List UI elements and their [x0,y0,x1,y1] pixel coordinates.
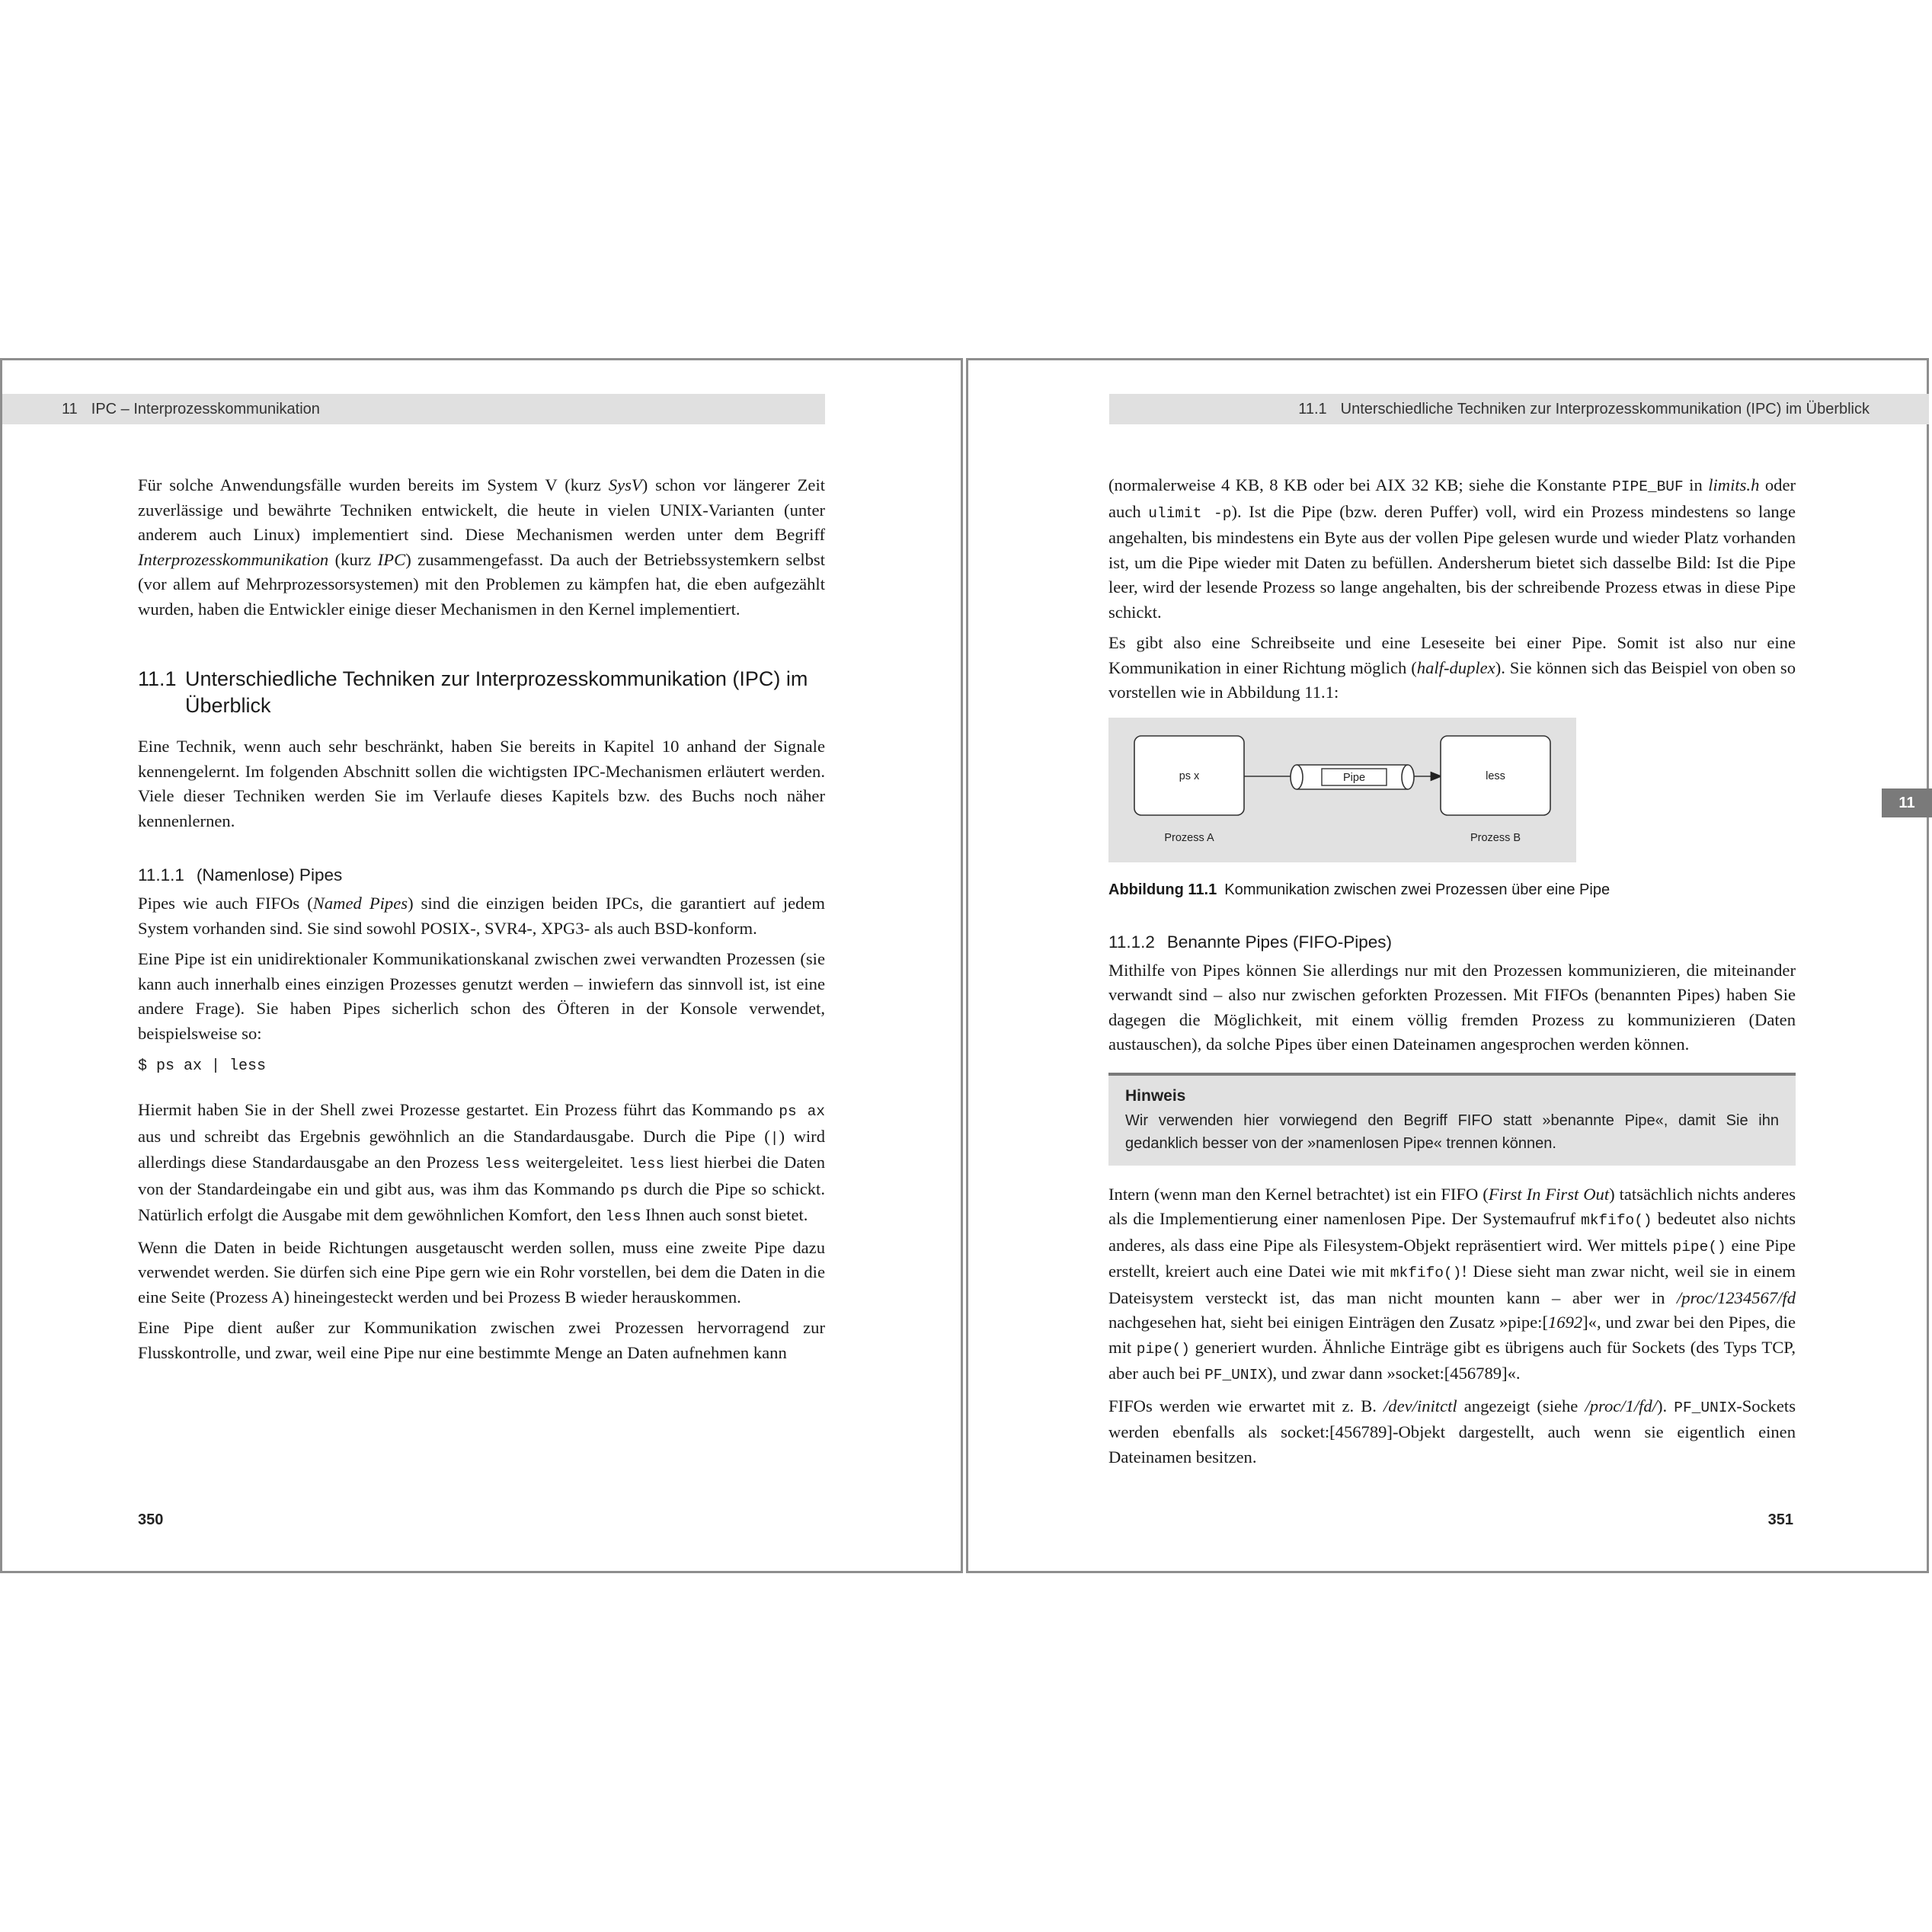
right-page [966,358,1929,1573]
pipes-paragraph-4: Wenn die Daten in beide Richtungen ausgetauscht werden sollen, muss eine zweite Pipe dazu verwendet werden. Sie dürfen sich eine Pipe gern wie ein Rohr vorstellen, bei dem die Daten in die eine Seite (Prozess A) hineingesteckt werden und bei Prozess B wieder herauskommen. [138,1237,825,1307]
page-number-left: 350 [138,1511,164,1528]
process-b-box-label: less [1486,769,1505,782]
subsection-title: Benannte Pipes (FIFO-Pipes) [1166,932,1393,952]
subsection-heading-pipes [138,864,825,887]
intro-paragraph: Für solche Anwendungsfälle wurden bereits im System V (kurz SysV) schon vor längerer Zeit zuverlässige und bewährte Techniken entwickelt, die heute in vielen UNIX-Varianten (unter anderem auch Linux) implementiert sind. Diese Mechanismen werden unter dem Begriff Interprozesskommunikation (kurz IPC) zusammengefasst. Da auch der Betriebssystemkern selbst (vor allem auf Mehrprozessorsystemen) mit den Problemen zu kämpfen hat, die eben aufgezählt wurden, haben die Entwickler einige dieser Mechanismen in den Kernel implementiert. [138,475,825,619]
pipe-diagram [1108,718,1576,862]
process-a-box-label: ps x [1179,769,1200,782]
header-section-number: 11.1 [1298,401,1327,417]
right-page-content [1108,473,1796,1476]
process-b-label: Prozess B [1470,831,1521,844]
subsection-number: 11.1.1 [138,865,184,884]
command-example: $ ps ax | less [138,1057,267,1075]
section-number: 11.1 [138,667,177,690]
fifo-paragraph-1: Mithilfe von Pipes können Sie allerdings nur mit den Prozessen kommunizieren, die miteinander verwandt sind – also nur zwischen geforkten Prozessen. Mit FIFOs (benannten Pipes) haben Sie dagegen die Möglichkeit, mit einem völlig fremden Prozess zu kommunizieren (Daten austauschen), da solche Pipes über einen Dateinamen angesprochen werden können. [1108,960,1796,1054]
page-number-right: 351 [1767,1511,1793,1528]
header-chapter-number: 11 [62,401,78,417]
pipes-paragraph-1: Pipes wie auch FIFOs (Named Pipes) sind die einzigen beiden IPCs, die garantiert auf jedem System vorhanden sind. Sie sind sowohl POSIX-, SVR4-, XPG3- als auch BSD-konform. [138,894,825,938]
pipes-paragraph-5: Eine Pipe dient außer zur Kommunikation zwischen zwei Prozessen hervorragend zur Flusskontrolle, und zwar, weil eine Pipe nur eine bestimmte Menge an Daten aufnehmen kann [138,1318,825,1362]
header-chapter-title: IPC – Interprozesskommunikation [91,401,320,417]
chapter-thumb-tab: 11 [1882,788,1932,817]
pipe-label: Pipe [1342,771,1366,784]
section-heading [138,666,825,719]
subsection-heading-fifo [1108,931,1796,954]
subsection-title: (Namenlose) Pipes [196,865,343,884]
figure-caption [1108,879,1796,900]
half-duplex-paragraph: Es gibt also eine Schreibseite und eine Leseseite bei einer Pipe. Somit ist also nur eine Kommunikation in einer Richtung möglich (half-duplex). Sie können sich das Beispiel von oben so vorstellen wie in Abbildung 11.1: [1108,633,1796,702]
left-page [0,358,963,1573]
pipes-paragraph-3: Hiermit haben Sie in der Shell zwei Prozesse gestartet. Ein Prozess führt das Kommando ps ax aus und schreibt das Ergebnis gewöhnlich an die Standardausgabe. Durch die Pipe (|) wird allerdings diese Standardausgabe an den Prozess less weitergeleitet. less liest hierbei die Daten von der Standardeingabe ein und gibt aus, was ihm das Kommando ps durch die Pipe so schickt. Natürlich erfolgt die Ausgabe mit dem gewöhnlichen Komfort, den less Ihnen auch sonst bietet. [138,1100,826,1225]
note-box [1108,1073,1796,1166]
figure-caption-text: Kommunikation zwischen zwei Prozessen über eine Pipe [1224,881,1611,898]
header-section-title: Unterschiedliche Techniken zur Interprozesskommunikation (IPC) im Überblick [1340,401,1870,417]
subsection-number: 11.1.2 [1108,932,1155,952]
running-header-left [2,394,825,424]
figure-caption-label: Abbildung 11.1 [1108,881,1217,898]
left-page-content [138,473,825,1371]
section-paragraph: Eine Technik, wenn auch sehr beschränkt, haben Sie bereits in Kapitel 10 anhand der Signale kennengelernt. Im folgenden Abschnitt sollen die wichtigsten IPC-Mechanismen erläutert werden. Viele dieser Techniken werden Sie im Verlaufe dieses Kapitels bzw. des Buchs noch näher kennenlernen. [138,737,825,830]
flow-control-paragraph: (normalerweise 4 KB, 8 KB oder bei AIX 32 KB; siehe die Konstante PIPE_BUF in limits.h oder auch ulimit -p). Ist die Pipe (bzw. deren Puffer) voll, wird ein Prozess mindestens so lange angehalten, bis mindestens ein Byte aus der vollen Pipe gelesen wurde und wieder Platz vorhanden ist, um die Pipe wieder mit Daten zu befüllen. Andersherum bietet sich dasselbe Bild: Ist die Pipe leer, wird der lesende Prozess so lange angehalten, bis der schreibende Prozess etwas in diese Pipe schickt. [1108,475,1796,622]
note-title: Hinweis [1125,1086,1186,1105]
pipe-diagram-svg [1108,718,1576,862]
note-body: Wir verwenden hier vorwiegend den Begriff FIFO statt »benannte Pipe«, damit Sie ihn gedanklich besser von der »namenlosen Pipe« trennen können. [1125,1112,1779,1152]
fifo-paragraph-2: Intern (wenn man den Kernel betrachtet) ist ein FIFO (First In First Out) tatsächlich nichts anderes als die Implementierung einer namenlosen Pipe. Der Systemaufruf mkfifo() bedeutet also nichts anderes, als dass eine Pipe als Filesystem-Objekt repräsentiert wird. Wer mittels pipe() eine Pipe erstellt, kreiert auch eine Datei wie mit mkfifo()! Diese sieht man zwar nicht, weil sie in einem Dateisystem versteckt ist, das man nicht mounten kann – aber wer in /proc/1234567/fd nachgesehen hat, sieht bei einigen Einträgen den Zusatz »pipe:[1692]«, und zwar bei den Pipes, die mit pipe() generiert wurden. Ähnliche Einträge gibt es übrigens auch für Sockets (des Typs TCP, aber auch bei PF_UNIX), und zwar dann »socket:[456789]«. [1108,1184,1796,1383]
pipes-paragraph-2: Eine Pipe ist ein unidirektionaler Kommunikationskanal zwischen zwei verwandten Prozessen (sie kann auch innerhalb eines einzigen Prozesses genutzt werden – inwiefern das sinnvoll ist, ist eine andere Frage). Sie haben Pipes sicherlich schon des Öfteren in der Konsole verwendet, beispielsweise so: [138,949,825,1043]
running-header-right [1109,394,1929,424]
process-a-label: Prozess A [1164,831,1214,844]
section-title: Unterschiedliche Techniken zur Interprozesskommunikation (IPC) im Überblick [185,667,808,717]
fifo-paragraph-3: FIFOs werden wie erwartet mit z. B. /dev/initctl angezeigt (siehe /proc/1/fd/). PF_UNIX-Sockets werden ebenfalls als socket:[456789]-Objekt dargestellt, auch wenn sie eigentlich einen Dateinamen besitzen. [1108,1396,1796,1467]
